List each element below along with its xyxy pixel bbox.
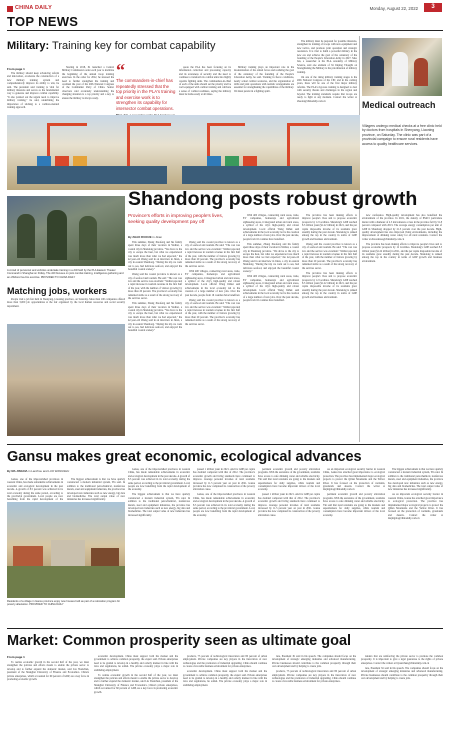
- market-column-2: economic development. China must support both the market and the government to achieve common prosperity, the expert said. Private enterprises need to be guided to develop in a healthy and orderly manner in line with the laws and regulations, he added. The private economy plays a major role in stabilizing employment. To realize economic growth in the second half of the year, we must strengthen the policies and efforts meant to enable the private sector to develop and to further expand the domestic market, said Liu Yuanchun, president of the Shanghai University of Finance and Economics. China's private enterprises, which accounted for 60 percent of GDP, are a key force in promoting economic growth.: [94, 655, 178, 694]
- market-from-page: From page 1: [7, 655, 25, 659]
- gansu-rule: [7, 444, 443, 445]
- market-rule: [7, 628, 443, 629]
- issue-date: Monday, August 22, 2022: [369, 5, 418, 11]
- military-column-2: Starting in 2018, Xi launched a Central Military Commission order each year to mobilize the beginning of the annual troop training exercises. In the order for 2022, he stressed the need to further strengthen the training and overhaul the year of the 20th National Congress of the Communist Party of China. Senior observers said accurately understanding the changing situation is a top priority and a key to ensure the military is always ready.: [62, 66, 114, 100]
- section-title: TOP NEWS: [7, 14, 79, 29]
- gansu-column-1: Gansu, one of the impoverished provinces in western China, has made remarkable achievements in economic and ecological development in the past decade. A growth of 8.5 percent was achieved in its total economy during the same period, according to the provincial government. Local people are now benefiting from the rapid development of the economy. The biggest achievement is that we have quickly constructed a modern industrial system, Yin said. In addition to the traditional petrochemical, nonferrous metals, steel and equipment industries, the province has developed new industries such as new energy, big data and biomedicine. The total output value of new industries has increased significantly.: [128, 468, 191, 517]
- gansu-column-3: pertinent economic growth and poverty alleviation programs. With the assistance of the government, residents have access to safe drinking water and reliable electricity. Yin said that rural residents are going to the markets and supermarkets for daily supplies, while tourism and consumption have become important drivers of the local economy. passed 1 trillion yuan in 2021. And its GDP per capita has doubled compared with that of 2012. The province's economic growth and living standards have continued to improve. Average personal incomes of rural residents increased by 11.5 percent year on year in 2021. Gansu province has now completed its construction of the poverty alleviation cause.: [258, 468, 320, 517]
- shandong-port-photo: [7, 115, 360, 190]
- gansu-lead-2: The biggest achievement is that we have quickly constructed a modern industrial system, Yin said. In addition to the traditional petrochemical, nonferrous metals, steel and equipment industries, the province has developed new industries such as new energy, big data and biomedicine. The total output value of new industries has increased significantly.: [67, 478, 125, 502]
- quote-mark-icon: “: [116, 60, 125, 80]
- gansu-photo-caption: Residents of a village in Gansu province enjoy new houses built as part of a relocation program for poverty alleviation. PROVIDED TO CHINA DAILY: [7, 600, 121, 607]
- jobs-caption: People visit a job fair held in Shenyang, Liaoning province, on Saturday. More than 100 companies offered more than 3,000 job opportunities at the fair organized by the local human resources and social security department.: [7, 298, 125, 308]
- gansu-column-2: passed 1 trillion yuan in 2021. And its GDP per capita has doubled compared with that of 2012. The province's economic growth and living standards have continued to improve. Average personal incomes of rural residents increased by 11.5 percent year on year in 2021. Gansu province has now completed its construction of the poverty alleviation cause. Gansu, one of the impoverished provinces in western China, has made remarkable achievements in economic and ecological development in the past decade. A growth of 8.5 percent was achieved in its total economy during the same period, according to the provincial government. Local people are now benefiting from the rapid development of the economy.: [193, 468, 256, 517]
- military-column-5: The military must be prepared for possible missions, strengthen its training of troops with new equipment and new tactics, and promote joint operation and strategic resolution. It is vital to build a powerful military in the new era and achieve the goal of the centenary of the founding of the People's Liberation Army in 2027. Mao Jun, a researcher at the PLA Academy of Military Science, said one element of Xi Jinping Thought on Strengthening the Military is the prioritization of military training. On one of the rising military training stages is the 20th National Congress of the CPC and in the coming years, there will be one of the first major military reforms. The PLA's rigorous training is designed to deal with security threats and challenges in the region and beyond. The training standards require that troops are ready to fight at any moment. Contact the writer at zhaolei@chinadaily.com.cn: [297, 40, 357, 103]
- military-from-page: From page 1: [7, 67, 25, 71]
- shandong-column-5: new conference. High-quality development has also benefited the environment of the province. In 2021, the density of PM2.5 particulate matter with a diameter of 2.5 micrometers or less in the province fell by 51.8 percent compared with 2013. The average energy consumption per unit of GDP in Shandong dropped by 21.3 percent over the past decade. High-quality development has also improved living environments, including the improvement of drinking water safety for all rural residents. Contact the writer at zhaoruixue@chinadaily.com.cn The province has been making efforts to improve people's lives and to propose economic prospects by 12 localities. Shandong's GDP reached 8.3 trillion yuan ($1.22 trillion) in 2021, and the per capita disposable income of its residents grew steadily during the past decade. Shandong is ranked among the top in the country in terms of GDP growth and business environment.: [362, 214, 442, 263]
- china-daily-logo-icon: [7, 6, 13, 12]
- gansu-lead: Gansu, one of the impoverished provinces in western China, has made remarkable achievements in economic and ecological development in the past decade. A growth of 8.5 percent was achieved in its total economy during the same period, according to the provincial government. Local people are now benefiting from the rapid development of the: [7, 478, 63, 502]
- gansu-village-photo: [7, 502, 125, 598]
- jobs-headline: Matching jobs, workers: [7, 286, 108, 296]
- military-column-3: quote the PLA has been focusing on its information collection and processing capacity and its awareness of security and the need to continue to transform its combat units into highly capable fighting units. The commanders-in-chief of each of the units should set the priority and be well equipped with combat training and cultivate a sense of combat readiness, saying the military must be battle-ready at all times.: [179, 66, 231, 97]
- market-column-4: ture, President Xi said in his speech. The companies should focus on the development of strategic emerging industries and advanced manufacturing. Private businesses should contribute to the common prosperity through their own development and by helping to create jobs. products, 75 percent of technological innovation and 80 percent of urban employment. Private companies are key players in the innovation of new technologies and the promotion of industrial upgrading. China should continue to create a favorable business environment for private enterprises.: [272, 655, 356, 684]
- military-column-1: The military should keep advancing reform and innovation, accelerate the construction of a new military training system and comprehensively improve its ability to win, he said. The president said training is vital for military missions and serves as the fundamental way to generate and improve combat capability. "It also pointed out the urgent need to improve military training," he said, underlining the importance of sticking to a combat-oriented training approach.: [7, 72, 59, 110]
- shandong-column-3: With 400 villages, connecting rural areas, trade, EV companies, homestays and agricultural sightseeing areas, it integrated urban and rural areas, a symbol of the city's high-quality and robust development. Local official Wang Jinhui said achievements in the local economy led to the creation of a large number of new jobs. Over the past decade, people from 16 counties have benefited. This summer, Zhang Xiaofeng and his family spent three days of their vacation in Weihai, a coastal city in Shandong province. "We drove to the city to escape the heat, but what we experienced was much more than what we had expected," the 42-year-old Zhang said in an interview in Jinan, a city in eastern Shandong. "During the trip we went out to sea, had delicious seafood, and enjoyed the beautiful coastal scenery." With 400 villages, connecting rural areas, trade, EV companies, homestays and agricultural sightseeing areas, it integrated urban and rural areas, a symbol of the city's high-quality and robust development. Local official Wang Jinhui said achievements in the local economy led to the creation of a large number of new jobs. Over the past decade, people from 16 counties have benefited.: [243, 214, 299, 302]
- shandong-column-4: The province has been making efforts to improve people's lives and to propose economic prospects by 12 localities. Shandong's GDP reached 8.3 trillion yuan ($1.22 trillion) in 2021, and the per capita disposable income of its residents grew steadily during the past decade. Shandong is ranked among the top in the country in terms of GDP growth and business environment. Zhang said the coastal province is known as a city of seafood and tourism. He said: "The cost was low and the service was excellent." Weihai reported a rapid increase in tourism revenue in the first half of the year, with the number of visitors growing by more than 20 percent. The province's economy has remained stable as a result of the strong recovery of the services sector. The province has been making efforts to improve people's lives and to propose economic prospects by 12 localities. Shandong's GDP reached 8.3 trillion yuan ($1.22 trillion) in 2021, and the per capita disposable income of its residents grew steadily during the past decade. Shandong is ranked among the top in the country in terms of GDP growth and business environment.: [302, 214, 357, 299]
- gansu-byline: By MA JINGXIA in Lanzhou and LUO WANGSHU: [7, 469, 70, 473]
- page-number: 3: [424, 3, 442, 12]
- job-fair-photo: [7, 324, 125, 436]
- market-column-5: lenders that are reinforcing the private sector to promote the common prosperity. It is important to give a legal guarantee to the rights of private enterprises. Contact the writers at liyuanchun@chinadaily.com.cn ture, President Xi said in his speech. The companies should focus on the development of strategic emerging industries and advanced manufacturing. Private businesses should contribute to the common prosperity through their own development and by helping to create jobs.: [361, 655, 443, 681]
- military-column-4: Military training plays an important role in the modernization of the armed forces and realizing the goal of the centenary of the founding of the People's Liberation Army, he said. Training in fierce conditions, nearly actual combat scenarios, and the organization of drills and joint operations with realistic arrangements are essential for strengthening the capabilities of the military. We must persist in a fighting spirit.: [234, 66, 294, 93]
- shandong-byline: By ZHAO RUIXUE in Jinan: [128, 235, 163, 239]
- gansu-column-4: As an important ecological security barrier in western China, Gansu has attached great importance to ecological protection. The province has implemented major ecological projects to protect the Qilian Mountains and the Yellow River. It has focused on the protection of wetlands, grasslands and deserts. Contact the writer at majingxia@chinadaily.com.cn pertinent economic growth and poverty alleviation programs. With the assistance of the government, residents have access to safe drinking water and reliable electricity. Yin said that rural residents are going to the markets and supermarkets for daily supplies, while tourism and consumption have become important drivers of the local economy.: [323, 468, 385, 517]
- market-headline: Market: Common prosperity seen as ultimate goal: [7, 633, 352, 649]
- market-column-3: products, 75 percent of technological innovation and 80 percent of urban employment. Private companies are key players in the innovation of new technologies and the promotion of industrial upgrading. China should continue to create a favorable business environment for private enterprises. economic development. China must support both the market and the government to achieve common prosperity, the expert said. Private enterprises need to be guided to develop in a healthy and orderly manner in line with the laws and regulations, he added. The private economy plays a major role in stabilizing employment.: [183, 655, 267, 687]
- shandong-deck: Province's efforts in improving people's lives, seeking quality development pay off: [128, 214, 224, 225]
- pull-quote-text: The commanders-in-chief has repeatedly stressed that the top priority in the PLA's training and exercise work is to strengthen its capability for intersector combat operations.: [116, 78, 176, 111]
- military-drill-photo: [7, 196, 125, 266]
- shandong-column-1: This summer, Zhang Xiaofeng and his family spent three days of their vacation in Weihai, a coastal city in Shandong province. "We drove to the city to escape the heat, but what we experienced was much more than what we had expected," the 42-year-old Zhang said in an interview in Jinan, a city in eastern Shandong. "During the trip we went out to sea, had delicious seafood, and enjoyed the beautiful coastal scenery." Zhang said the coastal province is known as a city of seafood and tourism. He said: "The cost was low and the service was excellent." Weihai reported a rapid increase in tourism revenue in the first half of the year, with the number of visitors growing by more than 20 percent. The province's economy has remained stable as a result of the strong recovery of the services sector. This summer, Zhang Xiaofeng and his family spent three days of their vacation in Weihai, a coastal city in Shandong province. "We drove to the city to escape the heat, but what we experienced was much more than what we had expected," the 42-year-old Zhang said in an interview in Jinan, a city in eastern Shandong. "During the trip we went out to sea, had delicious seafood, and enjoyed the beautiful coastal scenery.": [128, 241, 182, 333]
- medical-outreach-photo: [362, 38, 442, 96]
- medical-outreach-title: Medical outreach: [362, 100, 436, 110]
- military-headline: Military: Training key for combat capability: [7, 40, 216, 52]
- column-divider: [359, 36, 360, 442]
- gansu-headline: Gansu makes great economic, ecological advances: [7, 449, 362, 465]
- military-pull-quote: [116, 60, 176, 121]
- military-drill-caption: A crowd of personnel and vehicles undertake training in a drill held by the PLA Eastern Theater Command in Shanghai on Friday. The drill focuses on joint combat training, intelligence gathering and an offshore live-fire exercise. PROVIDED TO CHINA DAILY: [7, 269, 124, 279]
- gansu-column-5: The biggest achievement is that we have quickly constructed a modern industrial system, Yin said. In addition to the traditional petrochemical, nonferrous metals, steel and equipment industries, the province has developed new industries such as new energy, big data and biomedicine. The total output value of new industries has increased significantly. As an important ecological security barrier in western China, Gansu has attached great importance to ecological protection. The province has implemented major ecological projects to protect the Qilian Mountains and the Yellow River. It has focused on the protection of wetlands, grasslands and deserts. Contact the writer at majingxia@chinadaily.com.cn: [388, 468, 443, 521]
- shandong-column-2: Zhang said the coastal province is known as a city of seafood and tourism. He said: "The cost was low and the service was excellent." Weihai reported a rapid increase in tourism revenue in the first half of the year, with the number of visitors growing by more than 20 percent. The province's economy has remained stable as a result of the strong recovery of the services sector. With 400 villages, connecting rural areas, trade, EV companies, homestays and agricultural sightseeing areas, it integrated urban and rural areas, a symbol of the city's high-quality and robust development. Local official Wang Jinhui said achievements in the local economy led to the creation of a large number of new jobs. Over the past decade, people from 16 counties have benefited. Zhang said the coastal province is known as a city of seafood and tourism. He said: "The cost was low and the service was excellent." Weihai reported a rapid increase in tourism revenue in the first half of the year, with the number of visitors growing by more than 20 percent. The province's economy has remained stable as a result of the strong recovery of the services sector.: [185, 241, 240, 326]
- masthead-rule: [7, 30, 443, 31]
- paper-name: CHINA DAILY: [15, 5, 52, 11]
- market-column-1: To realize economic growth in the second half of the year, we must strengthen the policies and efforts meant to enable the private sector to develop and to further expand the domestic market, said Liu Yuanchun, president of the Shanghai University of Finance and Economics. China's private enterprises, which accounted for 60 percent of GDP, are a key force in promoting economic growth.: [7, 661, 89, 682]
- masthead: [0, 0, 450, 30]
- medical-outreach-caption: Villagers undergo medical checks at a free clinic held by doctors from hospitals in Shenyang, Liaoning province, on Saturday. The clinic was part of a provincial campaign to ensure rural residents have access to quality healthcare services.: [362, 124, 442, 146]
- shandong-headline: Shandong posts robust growth: [128, 188, 418, 210]
